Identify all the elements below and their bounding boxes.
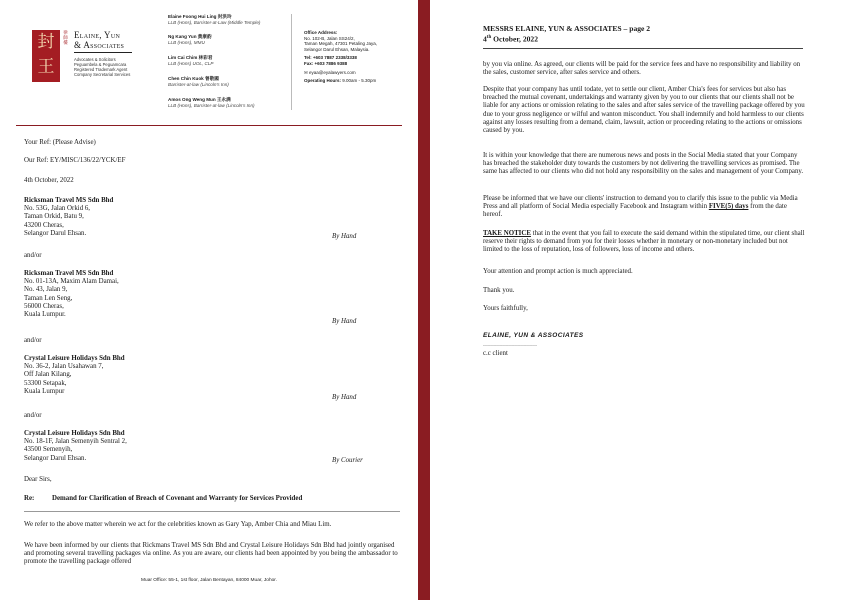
partner-name: Chen Chin Kuok 曾敬國	[168, 76, 219, 81]
service-line: Company Secretarial Services	[74, 72, 131, 77]
recipient-name: Crystal Leisure Holidays Sdn Bhd	[24, 355, 125, 362]
delivery-method: By Courier	[332, 457, 363, 464]
partner-name: Lim Cai Chim 林彩君	[168, 55, 213, 60]
letterhead-rule	[16, 125, 402, 126]
office-address	[304, 30, 412, 84]
recipient-name: Ricksman Travel MS Sdn Bhd	[24, 270, 114, 277]
partner-credentials: LLB (Hons), MMU	[168, 39, 205, 45]
subject-rule	[24, 511, 400, 512]
recipient-block	[24, 355, 125, 396]
page2-rule	[483, 48, 803, 49]
firm-divider	[74, 52, 132, 53]
service-line: Peguambela & Peguamcara	[74, 62, 127, 67]
recipient-name: Crystal Leisure Holidays Sdn Bhd	[24, 430, 125, 437]
partner-credentials: LLB (Hons), Barrister-at-law (Lincoln's Inn)	[168, 102, 255, 108]
recipient-line: 43200 Cheras,	[24, 221, 64, 229]
delivery-method: By Hand	[332, 394, 357, 401]
re-label: Re:	[24, 495, 35, 502]
partner-credentials: LLB (Hons), Barrister-at-Law (Middle Temple)	[168, 19, 261, 25]
office-fax: Fax: +603 7886 9388	[304, 60, 348, 66]
partner-credentials: LLB (Hons) UOL, CLP	[168, 60, 214, 66]
mail-icon: ✉	[304, 69, 310, 75]
take-notice: TAKE NOTICE	[483, 230, 531, 237]
recipient-line: 53300 Setapak,	[24, 379, 67, 387]
recipient-name: Ricksman Travel MS Sdn Bhd	[24, 197, 114, 204]
body-paragraph: It is within your knowledge that there are numerous news and posts in the Social Media stated that your Company has breached the stakeholder duty towards the customers by not delivering the travelling services as promised. The same has affected to our clients who did not hold any responsibility on the sales and management of your Company.	[483, 152, 804, 176]
page2-header	[483, 24, 650, 44]
recipient-line: No. 53G, Jalan Orkid 6,	[24, 205, 91, 213]
recipient-line: No. 01-13A, Maxim Alam Damai,	[24, 278, 119, 286]
letter-page-1	[0, 0, 418, 600]
service-line: Registered Trademark Agent	[74, 67, 128, 72]
logo-char-1: 封	[37, 32, 55, 52]
deadline-emphasis: FIVE(5) days	[708, 203, 749, 211]
date-suffix: th	[486, 35, 492, 41]
recipient-line: Taman Len Seng,	[24, 294, 73, 302]
recipient-line: Kuala Lumpur.	[24, 311, 66, 319]
letter-date: 4th October, 2022	[24, 177, 74, 184]
body-paragraph: We refer to the above matter wherein we act for the celebrities known as Gary Yap, Amber Chia and Miau Lim.	[24, 521, 332, 528]
firm-services	[74, 57, 130, 77]
recipient-line: Taman Orkid, Batu 9,	[24, 213, 84, 221]
andor-text: and/or	[24, 252, 42, 259]
partner-credentials: Barrister-at-law (Lincoln's Inn)	[168, 81, 229, 87]
page-spine	[418, 0, 430, 600]
office-line: Selangor Darul Ehsan, Malaysia.	[304, 46, 370, 52]
logo-tagline: 律師樓	[63, 30, 68, 46]
andor-text: and/or	[24, 337, 42, 344]
firm-name-line2: & Associates	[74, 40, 125, 50]
your-ref: Your Ref: (Please Advise)	[24, 139, 96, 146]
thank-you: Thank you.	[483, 287, 515, 294]
recipient-block	[24, 430, 127, 463]
para-text: Please be informed that we have our clients' instruction to demand you to clarify this issue to the public via Media Press and all platform of Social Media especially Facebook and Instagram within	[483, 195, 798, 211]
date-rest: October, 2022	[491, 34, 539, 44]
partner-entry	[168, 34, 212, 45]
firm-name	[74, 30, 124, 50]
body-paragraph	[483, 195, 806, 220]
service-line: Advocates & Solicitors	[74, 57, 116, 62]
page2-date	[483, 33, 650, 44]
letterhead-divider	[291, 14, 292, 110]
firm-logo	[32, 30, 60, 82]
hours-label: Operating Hours:	[304, 78, 342, 84]
body-paragraph: Your attention and prompt action is much appreciated.	[483, 268, 633, 275]
recipient-line: 56000 Cheras,	[24, 302, 64, 310]
office-line: Taman Megah, 47301 Petaling Jaya,	[304, 41, 378, 47]
recipient-line: 43500 Semenyih,	[24, 446, 73, 454]
body-paragraph: by you via online. As agreed, our clients will be paid for the service fees and have no responsibility and liability on the sales, customer service, after sales service and others.	[483, 61, 801, 77]
para-text: from the date hereof.	[483, 203, 787, 219]
signature-line: ………………………	[483, 342, 537, 348]
partner-entry	[168, 55, 213, 66]
para-text: that in the event that you fail to execute the said demand within the stipulated time, our client shall reserve their rights to demand from you for their losses whether in monetary or non-monetary included but not limited to the loss of reputation, loss of followers, loss of income and others.	[483, 230, 805, 254]
delivery-method: By Hand	[332, 318, 357, 325]
partner-entry	[168, 97, 255, 108]
recipient-line: Kuala Lumpur	[24, 387, 65, 395]
recipient-block	[24, 270, 119, 319]
office-label: Office Address:	[304, 30, 338, 35]
closing: Yours faithfully,	[483, 305, 528, 312]
recipient-line: No. 36-2, Jalan Usahawan 7,	[24, 363, 104, 371]
recipient-block	[24, 197, 113, 238]
our-ref: Our Ref: EY/MISC/136/22/YCK/EF	[24, 157, 126, 164]
recipient-line: No. 43, Jalan 9,	[24, 286, 68, 294]
hours-value: 9.00am - 5.30pm	[342, 78, 377, 84]
cc-line: c.c client	[483, 350, 508, 357]
partner-name: Elaine Foong Hui Ling 封洪玲	[168, 14, 232, 19]
delivery-method: By Hand	[332, 233, 357, 240]
office-email[interactable]: eyaa@eyalawyers.com	[309, 69, 356, 75]
body-paragraph: Despite that your company has until todate, yet to settle our client, Amber Chia's fees for services but also has breached the mutual covenant, undertakings and warranty given by you to our clients that our clients shall not be liable for any actions or omission relating to the sales and after sales service of the travelling package offered by you due to your gross negligence or wilful and wanton misconduct. You shall indemnify and hold harmless to our clients against any losses resulting from a demand, claim, lawsuit, action or proceeding relating to the actions or omissions caused by you.	[483, 86, 805, 135]
salutation: Dear Sirs,	[24, 476, 52, 483]
recipient-line: Off Jalan Kilang,	[24, 371, 72, 379]
recipient-line: No. 18-1F, Jalan Semenyih Sentral 2,	[24, 438, 127, 446]
andor-text: and/or	[24, 412, 42, 419]
body-paragraph: We have been informed by our clients that Rickmans Travel MS Sdn Bhd and Crystal Leisure Holidays Sdn Bhd had jointly organised and promoting several travelling packages via online. As you are aware, our clients had been appointed by you being the ambassador to promote the travelling package offered	[24, 542, 398, 566]
signature: ELAINE, YUN & ASSOCIATES	[483, 332, 584, 339]
date-day: 4	[483, 34, 487, 44]
partner-name: Ng Kang Yun 黄康韵	[168, 34, 212, 39]
body-paragraph	[483, 230, 806, 255]
partner-name: Amos Ong Weng Mun 王永满	[168, 97, 231, 102]
page2-title: MESSRS ELAINE, YUN & ASSOCIATES – page 2	[483, 24, 651, 33]
office-line: No. 102-B, Jalan SS24/2,	[304, 35, 355, 41]
recipient-line: Selangor Darul Ehsan.	[24, 229, 87, 237]
letter-page-2	[430, 0, 857, 600]
re-subject: Demand for Clarification of Breach of Covenant and Warranty for Services Provided	[52, 495, 303, 502]
page-footer: Muar Office: 55-1, 1st floor, Jalan Bentayan, 84000 Muar, Johor.	[141, 578, 277, 583]
partner-entry	[168, 14, 260, 25]
partner-entry	[168, 76, 229, 87]
firm-name-line1: Elaine, Yun	[74, 30, 121, 40]
office-tel: Tel: +603 7887 2338/3338	[304, 55, 357, 61]
recipient-line: Selangor Darul Ehsan.	[24, 454, 87, 462]
logo-char-2: 王	[37, 57, 55, 77]
